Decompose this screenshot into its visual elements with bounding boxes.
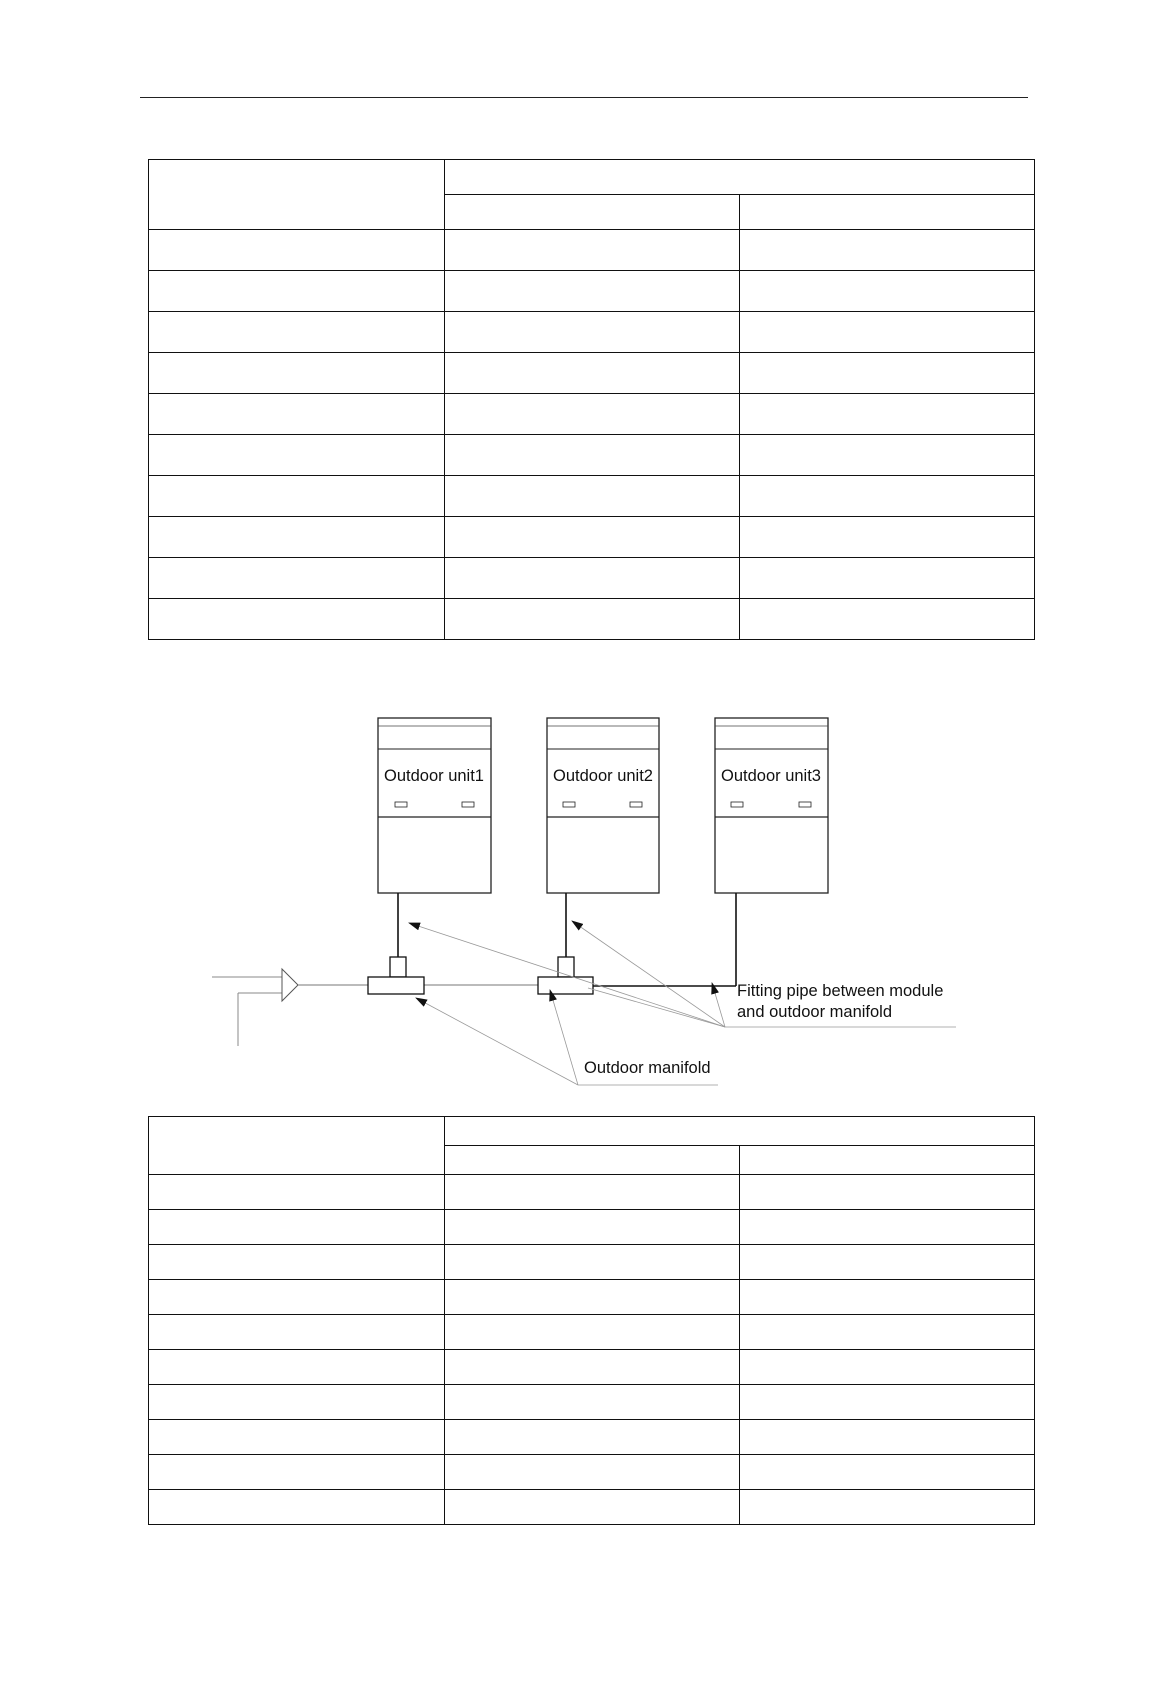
subheader-cell bbox=[740, 195, 1035, 230]
table-row bbox=[149, 476, 1035, 517]
table-row bbox=[149, 230, 1035, 271]
manifold-tee-2 bbox=[538, 957, 593, 994]
table-row bbox=[149, 1175, 1035, 1210]
header-cell-span bbox=[445, 1117, 1035, 1146]
outdoor-unit-1 bbox=[378, 718, 491, 893]
subheader-cell bbox=[445, 195, 740, 230]
header-cell-rowspan bbox=[149, 160, 445, 230]
table-row bbox=[149, 1210, 1035, 1245]
table-row bbox=[149, 558, 1035, 599]
table-row bbox=[149, 1420, 1035, 1455]
table-row bbox=[149, 1350, 1035, 1385]
callout-fitting-pipe-line2: and outdoor manifold bbox=[737, 1003, 893, 1021]
callout-outdoor-manifold-label: Outdoor manifold bbox=[584, 1059, 711, 1077]
table-row bbox=[149, 1490, 1035, 1525]
unit-label: Outdoor unit1 bbox=[384, 767, 484, 785]
table-row bbox=[149, 1385, 1035, 1420]
subheader-cell bbox=[740, 1146, 1035, 1175]
callout-fitting-pipe-line1: Fitting pipe between module bbox=[737, 982, 944, 1000]
table-row bbox=[149, 271, 1035, 312]
bottom-table bbox=[148, 1116, 1035, 1525]
outdoor-unit-3 bbox=[715, 718, 828, 893]
unit-label: Outdoor unit3 bbox=[721, 767, 821, 785]
table-row bbox=[149, 1280, 1035, 1315]
header-cell-rowspan bbox=[149, 1117, 445, 1175]
table-row bbox=[149, 1455, 1035, 1490]
manifold-tee-1 bbox=[368, 957, 424, 994]
unit-label: Outdoor unit2 bbox=[553, 767, 653, 785]
header-rule bbox=[140, 97, 1028, 98]
table-row bbox=[149, 1245, 1035, 1280]
table-row bbox=[149, 312, 1035, 353]
table-row bbox=[149, 394, 1035, 435]
table-row bbox=[149, 517, 1035, 558]
top-table bbox=[148, 159, 1035, 640]
table-row bbox=[149, 353, 1035, 394]
table-row bbox=[149, 1315, 1035, 1350]
outdoor-unit-2 bbox=[547, 718, 659, 893]
subheader-cell bbox=[445, 1146, 740, 1175]
table-row bbox=[149, 599, 1035, 640]
header-cell-span bbox=[445, 160, 1035, 195]
callout-outdoor-manifold bbox=[416, 990, 718, 1085]
table-row bbox=[149, 435, 1035, 476]
callout-fitting-pipe bbox=[409, 921, 956, 1027]
piping-diagram bbox=[0, 700, 1162, 1100]
